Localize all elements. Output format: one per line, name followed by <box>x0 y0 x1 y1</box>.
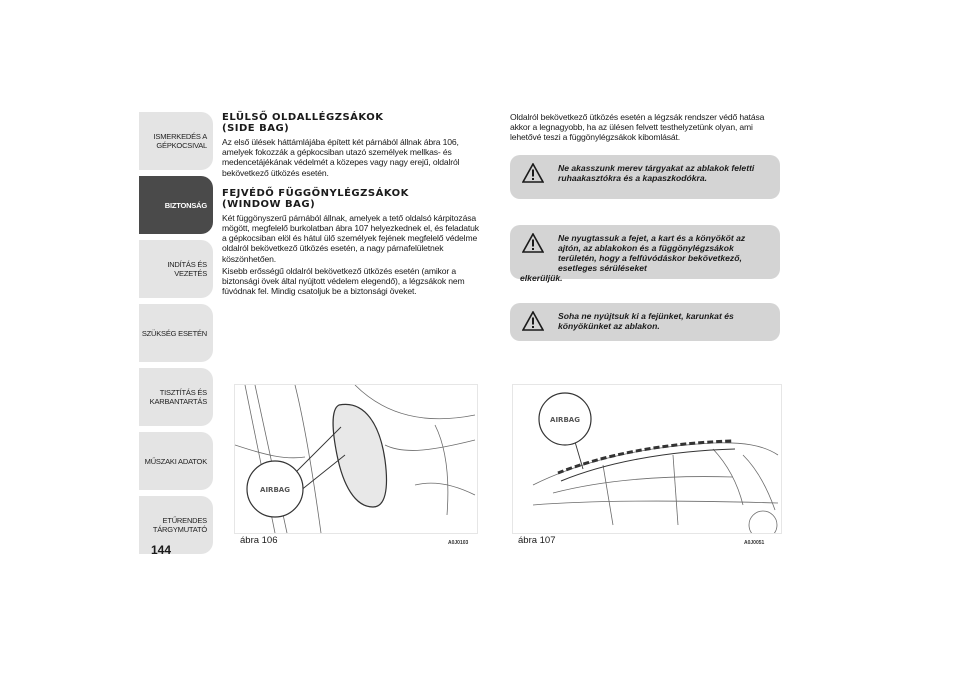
tab-label: SZÜKSÉG ESETÉN <box>141 328 207 338</box>
warning-text: Ne akasszunk merev tárgyakat az ablakok feletti ruhaakasztókra és a kapaszkodókra. <box>558 162 755 183</box>
warning-triangle-icon <box>522 233 544 253</box>
tab-biztonsag[interactable] <box>139 176 213 234</box>
paragraph-window-bag: Két függönyszerű párnából állnak, amelyek a tető oldalsó kárpitozása mögött, megfelelő burkolatban ábra 107 helyezkednek el, és feladatuk a gépkocsiban elöl és hátul ülő személyek fejének megfelelő védelme oldalról bekövetkező ütközés esetén, a nagy párnafelületnek köszönhetően. <box>222 212 479 264</box>
warning-text-continued: elkerüljük. <box>520 272 563 283</box>
tab-szukseg[interactable] <box>139 304 213 362</box>
tab-muszaki[interactable] <box>139 432 213 490</box>
figure-caption: ábra 107 <box>518 535 556 546</box>
warning-triangle-icon <box>522 311 544 331</box>
figure-code: A0J0103 <box>448 540 469 546</box>
warning-text: Soha ne nyújtsuk ki a fejünket, karunkat és könyökünket az ablakon. <box>558 310 734 331</box>
warning-text: Ne nyugtassuk a fejet, a kart és a könyököt az ajtón, az ablakokon és a függönylégzsákok területén, hogy a felfúvódáskor bekövetkező, esetleges sérüléseket <box>558 232 746 273</box>
tab-ismerkedes[interactable] <box>139 112 213 170</box>
paragraph-low-impact: Kisebb erősségű oldalról bekövetkező ütközés esetén (amikor a biztonsági övek által nyújtott védelem elegendő), a légzsákok nem fúvódnak fel. Mindig csatoljuk be a biztonsági öveket. <box>222 265 465 297</box>
figure-window-airbag <box>512 384 782 534</box>
paragraph-position: Oldalról bekövetkező ütközés esetén a légzsák rendszer védő hatása akkor a legnagyobb, ha az ülésen felvett testhelyzetünk olyan, ami lehetővé teszi a függönylégzsákok kibomlását. <box>510 112 765 143</box>
warning-box <box>510 303 780 341</box>
tab-label: ETŰRENDES TÁRGYMUTATÓ <box>152 516 207 534</box>
page-number: 144 <box>151 543 172 557</box>
heading-window-bag: FEJVÉDŐ FÜGGÖNYLÉGZSÁKOK (WINDOW BAG) <box>222 187 409 210</box>
window-airbag-illustration <box>513 385 781 533</box>
left-column <box>222 112 484 304</box>
airbag-label: AIRBAG <box>550 416 580 424</box>
figure-side-airbag <box>234 384 478 534</box>
tab-label: TISZTÍTÁS ÉS KARBANTARTÁS <box>149 388 207 406</box>
warning-box <box>510 155 780 199</box>
paragraph-side-bag: Az első ülések háttámlájába épített két párnából állnak ábra 106, amelyek fokozzák a gépkocsiban utazó személyek mellkas- és medencetájékának védelmét a közepes vagy nagy erejű, oldalról bekövetkező ütközés esetén. <box>222 137 460 178</box>
heading-side-bag: ELÜLSŐ OLDALLÉGZSÁKOK (SIDE BAG) <box>222 112 384 134</box>
side-airbag-illustration <box>235 385 477 533</box>
warning-triangle-icon <box>522 163 544 183</box>
tab-label: MŰSZAKI ADATOK <box>144 456 207 466</box>
tab-inditas[interactable] <box>139 240 213 298</box>
figure-caption: ábra 106 <box>240 535 278 546</box>
right-column <box>510 112 780 341</box>
tab-label: ISMERKEDÉS A GÉPKOCSIVAL <box>153 132 207 150</box>
figure-code: A0J0051 <box>744 540 765 546</box>
tab-label: INDÍTÁS ÉS VEZETÉS <box>167 260 207 278</box>
warning-box <box>510 225 780 283</box>
airbag-label: AIRBAG <box>260 486 290 494</box>
tab-tisztitas[interactable] <box>139 368 213 426</box>
chapter-tabs <box>139 112 213 560</box>
tab-label: BIZTONSÁG <box>164 200 207 210</box>
airbag-cushion-shape <box>333 404 386 507</box>
